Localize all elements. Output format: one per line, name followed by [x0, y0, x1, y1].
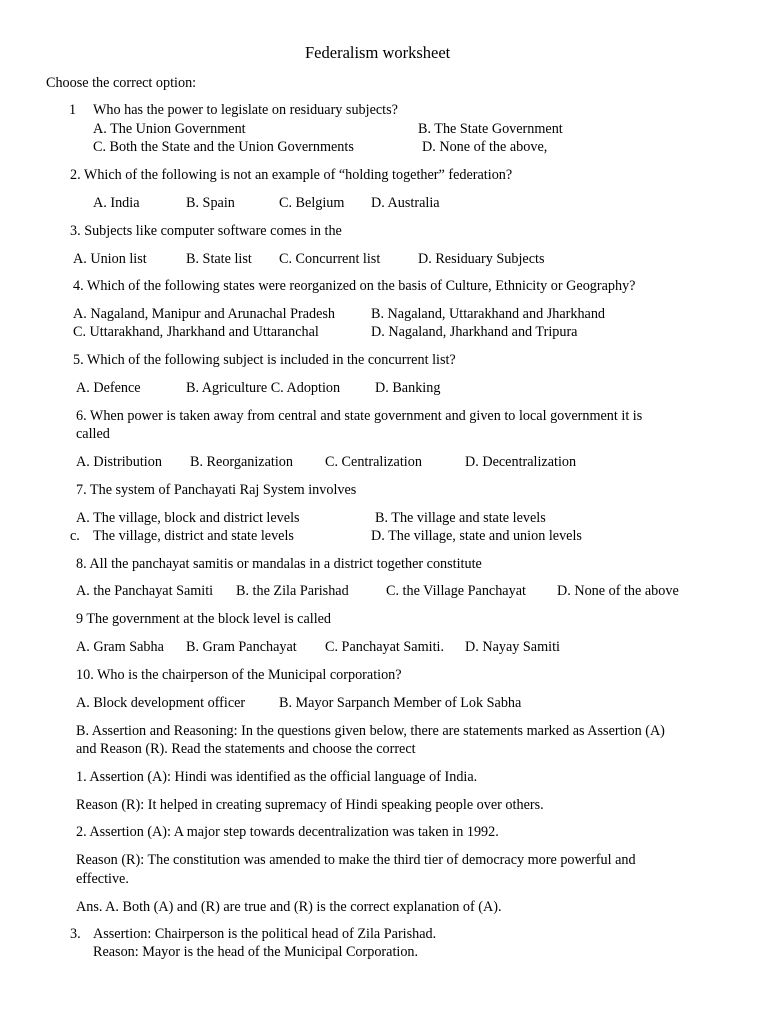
- option-b: B. Spain: [186, 195, 235, 211]
- option-b: B. Gram Panchayat: [186, 639, 297, 655]
- option-a: A. Defence: [76, 380, 141, 396]
- option-c: C. Centralization: [325, 454, 422, 470]
- question-text: 5. Which of the following subject is included in the concurrent list?: [73, 352, 456, 368]
- option-a: A. Distribution: [76, 454, 162, 470]
- option-c: C. the Village Panchayat: [386, 583, 526, 599]
- option-c-marker: c.: [70, 528, 80, 544]
- question-text: 9 The government at the block level is called: [76, 611, 332, 627]
- instruction-text: Choose the correct option:: [46, 75, 197, 91]
- option-d: D. The village, state and union levels: [371, 528, 582, 544]
- option-c: C. Both the State and the Union Governments: [93, 139, 354, 155]
- option-a: A. The village, block and district levels: [76, 510, 300, 526]
- option-b: B. the Zila Parishad: [236, 583, 349, 599]
- item-number: 3.: [70, 926, 81, 942]
- option-a: A. Union list: [73, 251, 147, 267]
- option-d: D. Banking: [375, 380, 441, 396]
- option-c: C. Concurrent list: [279, 251, 381, 267]
- option-d: D. Australia: [371, 195, 440, 211]
- assertion-text: 1. Assertion (A): Hindi was identified as the official language of India.: [76, 769, 478, 785]
- option-d: D. None of the above,: [422, 139, 548, 155]
- page-title: Federalism worksheet: [305, 43, 451, 62]
- option-a: A. Block development officer: [76, 695, 246, 711]
- option-d: D. Nagaland, Jharkhand and Tripura: [371, 324, 578, 340]
- reason-text: Reason: Mayor is the head of the Municipal Corporation.: [93, 944, 419, 960]
- option-b: B. Nagaland, Uttarakhand and Jharkhand: [371, 306, 606, 322]
- question-text: 3. Subjects like computer software comes in the: [70, 223, 342, 239]
- option-b: B. Agriculture C. Adoption: [186, 380, 341, 396]
- question-text: 7. The system of Panchayati Raj System involves: [76, 482, 357, 498]
- option-d: D. Nayay Samiti: [465, 639, 560, 655]
- question-text: 8. All the panchayat samitis or mandalas in a district together constitute: [76, 556, 482, 572]
- section-heading: B. Assertion and Reasoning: In the questions given below, there are statements marked as Assertion (A): [76, 723, 665, 739]
- reason-text-continued: effective.: [76, 871, 129, 887]
- option-a: A. India: [93, 195, 140, 211]
- question-text: 6. When power is taken away from central and state government and given to local government it is: [76, 408, 643, 424]
- option-b: B. Reorganization: [190, 454, 293, 470]
- question-number: 1: [69, 102, 77, 118]
- option-c: The village, district and state levels: [93, 528, 294, 544]
- section-heading-continued: and Reason (R). Read the statements and choose the correct: [76, 741, 416, 757]
- assertion-text: Assertion: Chairperson is the political head of Zila Parishad.: [93, 926, 437, 942]
- question-text: 10. Who is the chairperson of the Municipal corporation?: [76, 667, 402, 683]
- option-a: A. Gram Sabha: [76, 639, 164, 655]
- option-d: D. None of the above: [557, 583, 679, 599]
- reason-text: Reason (R): It helped in creating supremacy of Hindi speaking people over others.: [76, 797, 544, 813]
- option-a: A. the Panchayat Samiti: [76, 583, 214, 599]
- option-a: A. Nagaland, Manipur and Arunachal Pradesh: [73, 306, 335, 322]
- option-c: C. Uttarakhand, Jharkhand and Uttaranchal: [73, 324, 319, 340]
- option-b: B. The village and state levels: [375, 510, 546, 526]
- option-c: C. Panchayat Samiti.: [325, 639, 445, 655]
- answer-text: Ans. A. Both (A) and (R) are true and (R) is the correct explanation of (A).: [76, 899, 502, 915]
- option-c: C. Belgium: [279, 195, 345, 211]
- option-a: A. The Union Government: [93, 121, 246, 137]
- question-text: Who has the power to legislate on residuary subjects?: [93, 102, 398, 118]
- option-b: B. Mayor Sarpanch Member of Lok Sabha: [279, 695, 522, 711]
- question-text: 4. Which of the following states were reorganized on the basis of Culture, Ethnicity or Geography?: [73, 278, 636, 294]
- option-d: D. Residuary Subjects: [418, 251, 545, 267]
- option-b: B. The State Government: [418, 121, 563, 137]
- assertion-text: 2. Assertion (A): A major step towards decentralization was taken in 1992.: [76, 824, 499, 840]
- question-text: 2. Which of the following is not an example of “holding together” federation?: [70, 167, 513, 183]
- option-b: B. State list: [186, 251, 252, 267]
- option-d: D. Decentralization: [465, 454, 577, 470]
- reason-text: Reason (R): The constitution was amended to make the third tier of democracy more powerful and: [76, 852, 636, 868]
- question-text-continued: called: [76, 426, 110, 442]
